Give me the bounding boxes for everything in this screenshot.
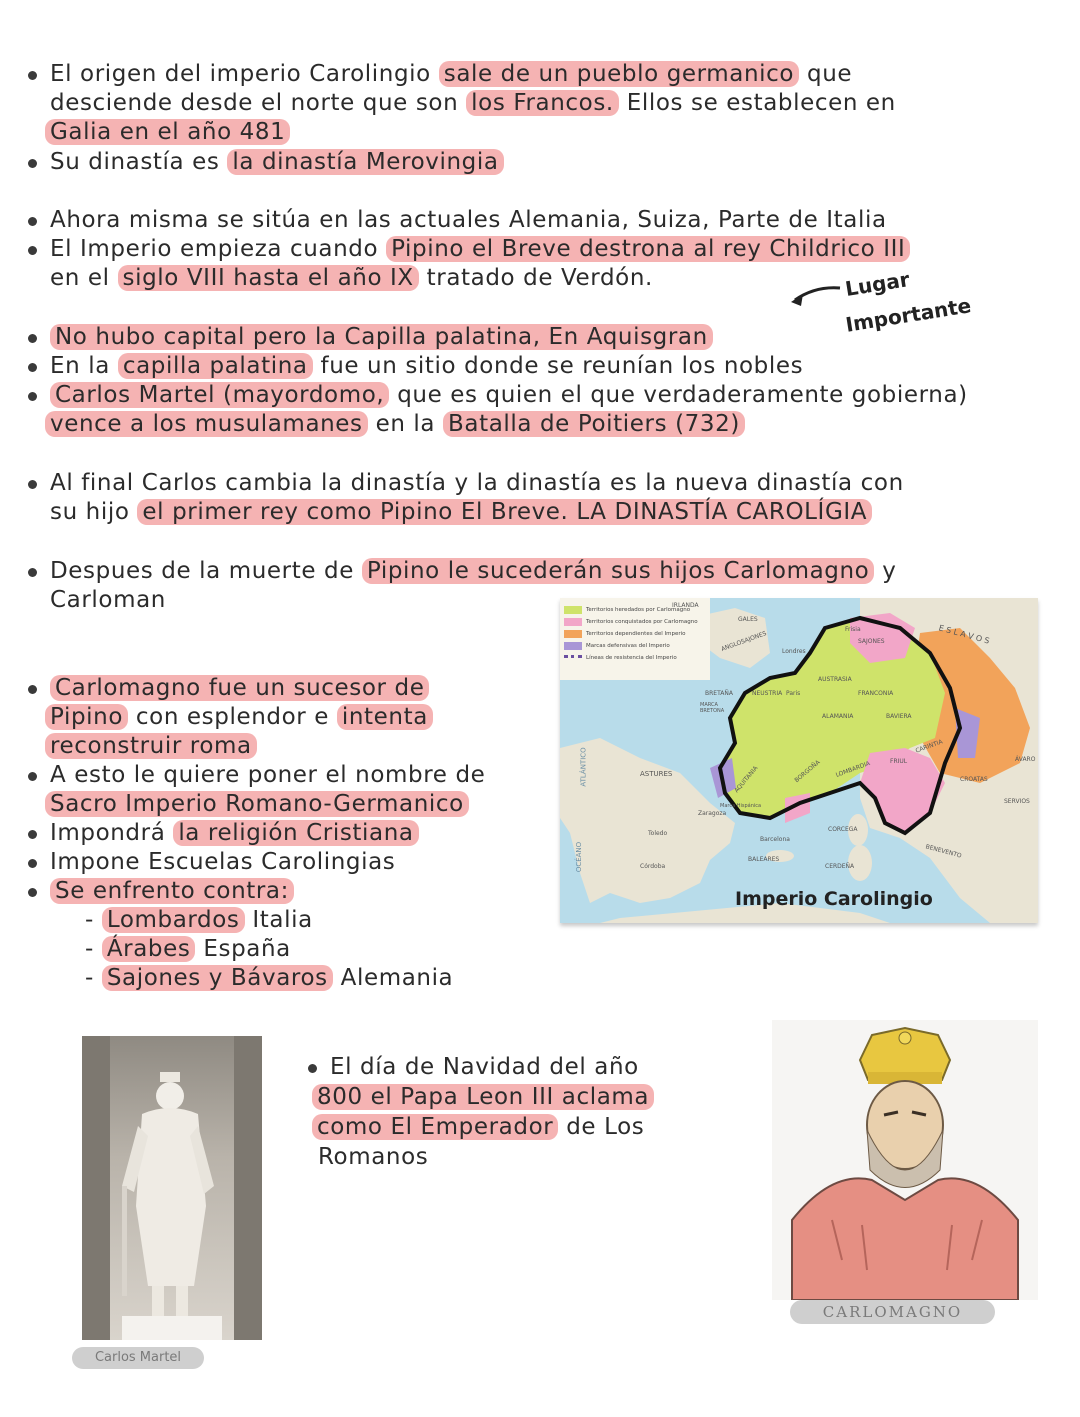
- highlight: Galia en el año 481: [45, 119, 290, 145]
- label-austrasia: AUSTRASIA: [818, 676, 852, 683]
- text: Alemania: [332, 965, 454, 991]
- text: en el: [50, 265, 118, 291]
- label-baviera: BAVIERA: [886, 713, 912, 720]
- label-paris: Paris: [786, 690, 801, 697]
- label-borgona: BORGOÑA: [793, 758, 822, 785]
- label-eslavos: E S L A V O S: [937, 623, 991, 646]
- note-origin-line-2: [50, 89, 896, 118]
- legend-label: Territorios dependientes del Imperio: [586, 631, 686, 637]
- text: y: [874, 558, 897, 584]
- label-carintia: CARINTIA: [914, 738, 944, 755]
- highlight: No hubo capital pero la Capilla palatina, En Aquisgran: [50, 324, 713, 350]
- text: El origen del imperio Carolingio: [50, 61, 439, 87]
- text: Impondrá: [50, 820, 174, 846]
- label-toledo: Toledo: [648, 830, 668, 837]
- map-caption: Imperio Carolingio: [735, 888, 933, 910]
- highlight: siglo VIII hasta el año IX: [118, 265, 419, 291]
- note-charlemagne-line-1: [50, 674, 429, 703]
- label-avaro: ÁVARO: [1015, 756, 1036, 763]
- label-baleares: BALEARES: [748, 856, 780, 863]
- text: Impone Escuelas Carolingias: [50, 849, 396, 875]
- highlight: Sacro Imperio Romano-Germanico: [45, 791, 469, 817]
- note-dynasty: [50, 148, 504, 177]
- text: Carloman: [50, 587, 166, 613]
- highlight: Pipino: [45, 704, 128, 730]
- label-oceano: OCÉANO: [575, 841, 584, 873]
- highlight: los Francos.: [466, 90, 619, 116]
- carlomagno-drawing: [772, 1020, 1038, 1300]
- highlight: capilla palatina: [118, 353, 313, 379]
- note-origin-line-3: [45, 118, 290, 147]
- text: En la: [50, 353, 118, 379]
- label-cerdena: CERDEÑA: [825, 863, 855, 870]
- sub-item-sajones: [85, 964, 453, 993]
- text: Ellos se establecen en: [618, 90, 896, 116]
- highlight: Árabes: [102, 936, 196, 962]
- highlight: Pipino le sucederán sus hijos Carlomagno: [362, 558, 875, 584]
- text: Romanos: [318, 1144, 429, 1170]
- highlight: intenta: [337, 704, 433, 730]
- label-benevento: BENEVENTO: [924, 843, 963, 860]
- text: España: [195, 936, 291, 962]
- note-capital: [50, 323, 713, 352]
- legend-label: Territorios heredados por Carlomagno: [586, 607, 691, 613]
- label-croatas: CROATAS: [960, 776, 988, 783]
- label-sajones: SAJONES: [858, 638, 885, 645]
- note-enemies: [50, 877, 294, 906]
- label-franconia: FRANCONIA: [858, 690, 894, 697]
- note-palatine-chapel: [50, 352, 803, 381]
- highlight: Carlomagno fue un sucesor de: [50, 675, 429, 701]
- label-frisia: Frisia: [845, 626, 861, 633]
- highlight: la religión Cristiana: [173, 820, 418, 846]
- caption-carlos-martel: Carlos Martel: [72, 1347, 204, 1369]
- note-empire-start-line-1: [50, 235, 910, 264]
- highlight: Batalla de Poitiers (732): [443, 411, 745, 437]
- dash: -: [85, 965, 102, 991]
- highlight: reconstruir roma: [45, 733, 257, 759]
- label-atlantico: ATLÁNTICO: [579, 747, 588, 787]
- label-anglosajones: ANGLOSAJONES: [720, 630, 768, 653]
- label-lombardia: LOMBARDIA: [834, 760, 872, 779]
- map-labels: [560, 598, 1038, 923]
- text: El día de Navidad del año: [330, 1054, 639, 1080]
- note-new-dynasty-line-1: [50, 469, 904, 498]
- label-aquitania: AQUITANIA: [733, 764, 760, 795]
- text: fue un sitio donde se reunían los nobles: [312, 353, 804, 379]
- note-christmas-line-4: [318, 1143, 428, 1172]
- legend-label: Líneas de resistencia del Imperio: [586, 655, 677, 661]
- note-holy-empire-line-2: [45, 790, 469, 819]
- note-christmas-line-1: [330, 1053, 639, 1082]
- label-cordoba: Córdoba: [640, 863, 666, 870]
- dash: -: [85, 936, 102, 962]
- highlight: vence a los musulamanes: [45, 411, 368, 437]
- highlight: Pipino el Breve destrona al rey Childrico III: [386, 236, 910, 262]
- note-carlos-martel-line-1: [50, 381, 968, 410]
- annotation-arrow-icon: [785, 280, 845, 310]
- note-christmas-line-2: [312, 1083, 654, 1112]
- note-empire-start-line-2: [50, 264, 653, 293]
- carlos-martel-statue-photo: [82, 1036, 262, 1340]
- note-holy-empire-line-1: [50, 761, 485, 790]
- text: en la: [367, 411, 444, 437]
- annotation-importante: Importante: [843, 293, 973, 337]
- text: su hijo: [50, 499, 138, 525]
- highlight: Se enfrento contra:: [50, 878, 294, 904]
- legend-label: Marcas defensivas del Imperio: [586, 643, 670, 649]
- text: Ahora misma se sitúa en las actuales Alemania, Suiza, Parte de Italia: [50, 207, 887, 233]
- legend-label: Territorios conquistados por Carlomagno: [586, 619, 698, 625]
- label-irlanda: IRLANDA: [672, 602, 699, 609]
- label-bretana: BRETAÑA: [705, 690, 733, 697]
- carlomagno-illustration: [772, 1020, 1038, 1300]
- text: que: [799, 61, 853, 87]
- label-neustria: NEUSTRIA: [752, 690, 783, 697]
- statue-drawing: [82, 1036, 262, 1340]
- dash: -: [85, 907, 102, 933]
- highlight: como El Emperador: [312, 1114, 558, 1140]
- label-servios: SERVIOS: [1004, 798, 1030, 805]
- sub-item-arabes: [85, 935, 291, 964]
- text: desciende desde el norte que son: [50, 90, 467, 116]
- text: El Imperio empieza cuando: [50, 236, 387, 262]
- text: Despues de la muerte de: [50, 558, 362, 584]
- note-carlos-martel-line-2: [45, 410, 745, 439]
- note-charlemagne-line-2: [45, 703, 433, 732]
- note-succession-line-2: [50, 586, 166, 615]
- text: que es quien el que verdaderamente gobierna): [389, 382, 968, 408]
- label-zaragoza: Zaragoza: [698, 810, 727, 817]
- carolingian-empire-map: [560, 598, 1038, 923]
- label-barcelona: Barcelona: [760, 836, 790, 843]
- label-marca-hispanica: Marca Hispánica: [720, 803, 762, 809]
- note-new-dynasty-line-2: [50, 498, 872, 527]
- text: A esto le quiere poner el nombre de: [50, 762, 486, 788]
- highlight: la dinastía Merovingia: [227, 149, 503, 175]
- note-schools: [50, 848, 395, 877]
- note-succession-line-1: [50, 557, 896, 586]
- text: de Los: [558, 1114, 645, 1140]
- label-londres: Londres: [782, 648, 806, 655]
- text: con esplendor e: [128, 704, 337, 730]
- note-location: [50, 206, 887, 235]
- label-gales: GALES: [738, 616, 758, 623]
- annotation-lugar: Lugar: [843, 267, 912, 301]
- label-marca-bretona: MARCA BRETONA: [700, 702, 725, 714]
- note-religion: [50, 819, 419, 848]
- caption-carlomagno: CARLOMAGNO: [790, 1300, 995, 1324]
- label-astures: ASTURES: [640, 770, 673, 778]
- highlight: Lombardos: [102, 907, 245, 933]
- note-origin-line-1: [50, 60, 852, 89]
- note-charlemagne-line-3: [45, 732, 257, 761]
- label-corcega: CORCEGA: [828, 826, 858, 833]
- note-christmas-line-3: [312, 1113, 644, 1142]
- text: tratado de Verdón.: [418, 265, 653, 291]
- text: Italia: [244, 907, 313, 933]
- text: Su dinastía es: [50, 149, 228, 175]
- highlight: Sajones y Bávaros: [102, 965, 333, 991]
- text: Al final Carlos cambia la dinastía y la dinastía es la nueva dinastía con: [50, 470, 904, 496]
- highlight: el primer rey como Pipino El Breve. LA DINASTÍA CAROLÍGIA: [137, 499, 872, 525]
- sub-item-lombardos: [85, 906, 313, 935]
- highlight: 800 el Papa Leon III aclama: [312, 1084, 654, 1110]
- label-alamania: ALAMANIA: [822, 713, 854, 720]
- highlight: sale de un pueblo germanico: [439, 61, 799, 87]
- label-friul: FRIUL: [890, 758, 908, 765]
- highlight: Carlos Martel (mayordomo,: [50, 382, 389, 408]
